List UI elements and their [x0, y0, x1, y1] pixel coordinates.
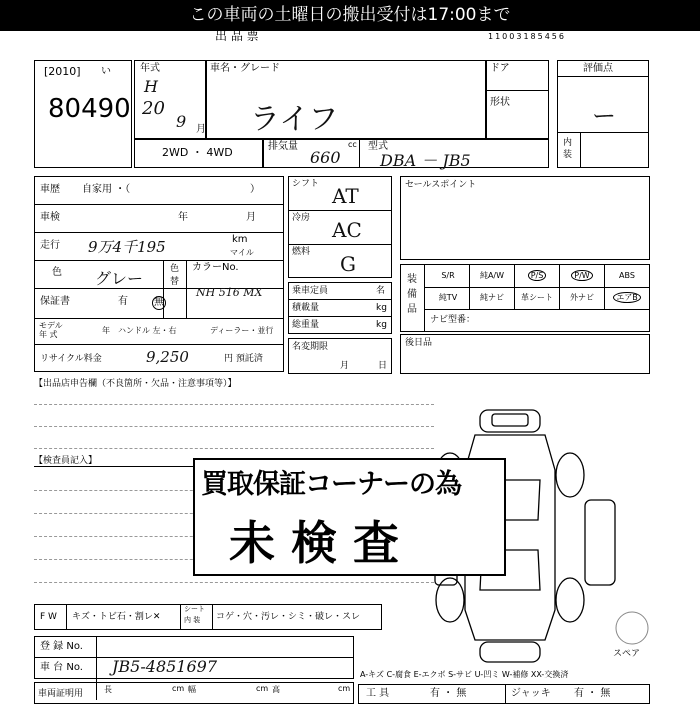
sheet-title-fragment: 出 品 票: [215, 29, 259, 43]
sheet-number: 11003185456: [488, 32, 566, 41]
warranty-label: 保証書: [40, 296, 70, 307]
pickup-notice-banner: この車両の土曜日の搬出受付は17:00まで: [0, 0, 700, 31]
shape-label: 形状: [490, 97, 510, 108]
recycle-label: リサイクル料金: [40, 354, 102, 364]
after-items-box: [400, 334, 650, 374]
model-year-unit: 年: [102, 326, 110, 335]
lot-year-label: [2010]: [44, 65, 81, 78]
equip-airbag: [607, 292, 647, 304]
warranty-yes: 有: [118, 296, 128, 307]
lot-corner-mark: い: [101, 66, 111, 77]
after-items-label: 後日品: [405, 338, 433, 348]
damage-legend: A-キズ C-腐食 E-エクボ S-サビ U-凹ミ W-補修 XX-交換済: [360, 670, 569, 679]
equip-leather-seat: 革シート: [521, 293, 553, 302]
door-label: ドア: [490, 63, 510, 74]
handle-label: ハンドル 左・右: [118, 326, 177, 335]
seat-items: コゲ・穴・汚レ・シミ・破レ・スレ: [216, 612, 361, 622]
stamp-line-2: 未 検 査: [229, 516, 400, 570]
recycle-value: 9,250: [146, 348, 189, 366]
shaken-month-unit: 月: [246, 212, 256, 223]
displacement-value: 660: [310, 148, 341, 167]
meigi-label: 名変期限: [292, 342, 329, 352]
car-name-label: 車名・グレード: [210, 63, 280, 74]
aircon-value: AC: [332, 218, 362, 242]
car-name-value: ライフ: [250, 102, 339, 137]
equip-navi: 純ナビ: [480, 293, 504, 302]
spare-label: スペア: [613, 649, 641, 659]
inspector-label: 【検査員記入】: [34, 456, 98, 466]
meigi-day-unit: 日: [378, 361, 388, 371]
equip-power-steering: [517, 270, 557, 282]
chassis-label: 車 台 No.: [40, 662, 83, 673]
history-box: [34, 176, 284, 372]
fuel-label: 燃料: [292, 247, 311, 257]
equip-external-navi: 外ナビ: [570, 293, 594, 302]
shareki-value: 自家用 ・（: [82, 184, 131, 195]
nenshiki-era: H: [144, 77, 158, 96]
chassis-value: JB5-4851697: [112, 657, 218, 676]
interior-label: 内装: [563, 138, 573, 160]
sekisai-label: 積載量: [292, 303, 320, 313]
cert-height-unit: cm: [338, 684, 351, 693]
dealer-label: ディーラー・並行: [210, 326, 274, 335]
equip-power-window-text: P/W: [571, 270, 592, 281]
color-value: グレー: [95, 269, 144, 288]
fw-items: キズ・トビ石・割レ✕: [72, 612, 161, 622]
warranty-no-circled: 無: [154, 297, 164, 308]
displacement-unit: cc: [348, 140, 357, 149]
teiin-unit: 名: [376, 286, 386, 296]
equip-sr: S/R: [441, 271, 455, 280]
model-value: DBA － JB5: [380, 151, 471, 170]
registration-label: 登 録 No.: [40, 641, 83, 652]
cert-length-label: 長: [104, 685, 112, 694]
teiin-label: 乗車定員: [292, 286, 329, 296]
shift-label: シフト: [292, 179, 320, 189]
aircon-label: 冷房: [292, 213, 311, 223]
nenshiki-month: 9: [176, 112, 187, 131]
jack-label: ジャッキ: [511, 688, 551, 699]
seat-label-1: シート: [184, 605, 205, 613]
color-no-label-2: 替: [170, 277, 180, 287]
fw-label: F W: [40, 612, 57, 622]
shaken-year-unit: 年: [178, 212, 188, 223]
jack-value: 有 ・ 無: [574, 688, 611, 699]
score-label: 評価点: [583, 63, 613, 74]
nenshiki-label: 年式: [140, 63, 160, 74]
shift-value: AT: [332, 184, 359, 208]
equipment-label: 装備品: [407, 274, 417, 315]
cert-height-label: 高: [272, 685, 280, 694]
seller-notes-label: 【出品店申告欄（不良箇所・欠品・注意事項等）】: [34, 379, 237, 389]
equip-alloy-wheel: 純A/W: [479, 271, 505, 280]
sales-point-label: セールスポイント: [405, 180, 477, 190]
shaken-label: 車検: [40, 212, 60, 223]
shareki-label: 車歴: [40, 184, 60, 195]
tools-label: 工 具: [366, 688, 390, 699]
meigi-month-unit: 月: [340, 361, 350, 371]
nenshiki-year: 20: [142, 98, 165, 119]
souju-label: 総重量: [292, 320, 320, 330]
mileage-value: 9万4千195: [88, 238, 166, 256]
color-no-label-1: 色: [170, 264, 180, 274]
stamp-line-1: 買取保証コーナーの為: [201, 469, 461, 500]
navi-model-label: ナビ型番：: [430, 315, 476, 325]
model-label: 型式: [368, 141, 388, 152]
lot-number: 80490: [48, 94, 131, 124]
equip-tv: 純TV: [438, 293, 458, 302]
cert-length-unit: cm: [172, 684, 185, 693]
tools-value: 有 ・ 無: [430, 688, 467, 699]
score-value: ー: [592, 102, 616, 130]
recycle-unit: 円 預託済: [224, 354, 263, 364]
equip-abs: ABS: [619, 271, 635, 280]
model-year-label-1: モデル: [39, 321, 63, 330]
cert-width-label: 幅: [188, 685, 196, 694]
month-unit: 月: [196, 124, 206, 135]
color-code-label: カラーNo.: [192, 262, 239, 273]
color-label: 色: [52, 267, 62, 278]
shareki-close: ）: [250, 184, 260, 195]
km-label: km: [232, 234, 248, 245]
mileage-label: 走行: [40, 240, 60, 251]
sekisai-unit: kg: [376, 303, 387, 313]
equip-airbag-text: エアB: [613, 292, 641, 303]
guarantee-corner-stamp: [193, 458, 506, 576]
equip-power-steering-text: P/S: [528, 270, 547, 281]
seat-label-2: 内 装: [184, 616, 201, 624]
mile-label: マイル: [230, 248, 254, 257]
fuel-value: G: [340, 252, 356, 276]
color-code-value: NH 516 MX: [196, 286, 263, 299]
drive-label: 2WD ・ 4WD: [162, 146, 233, 159]
equip-power-window: [562, 270, 602, 282]
souju-unit: kg: [376, 320, 387, 330]
model-year-label-2: 年 式: [39, 330, 58, 339]
displacement-label: 排気量: [268, 141, 298, 152]
cert-label: 車両証明用: [38, 689, 84, 699]
cert-width-unit: cm: [256, 684, 269, 693]
